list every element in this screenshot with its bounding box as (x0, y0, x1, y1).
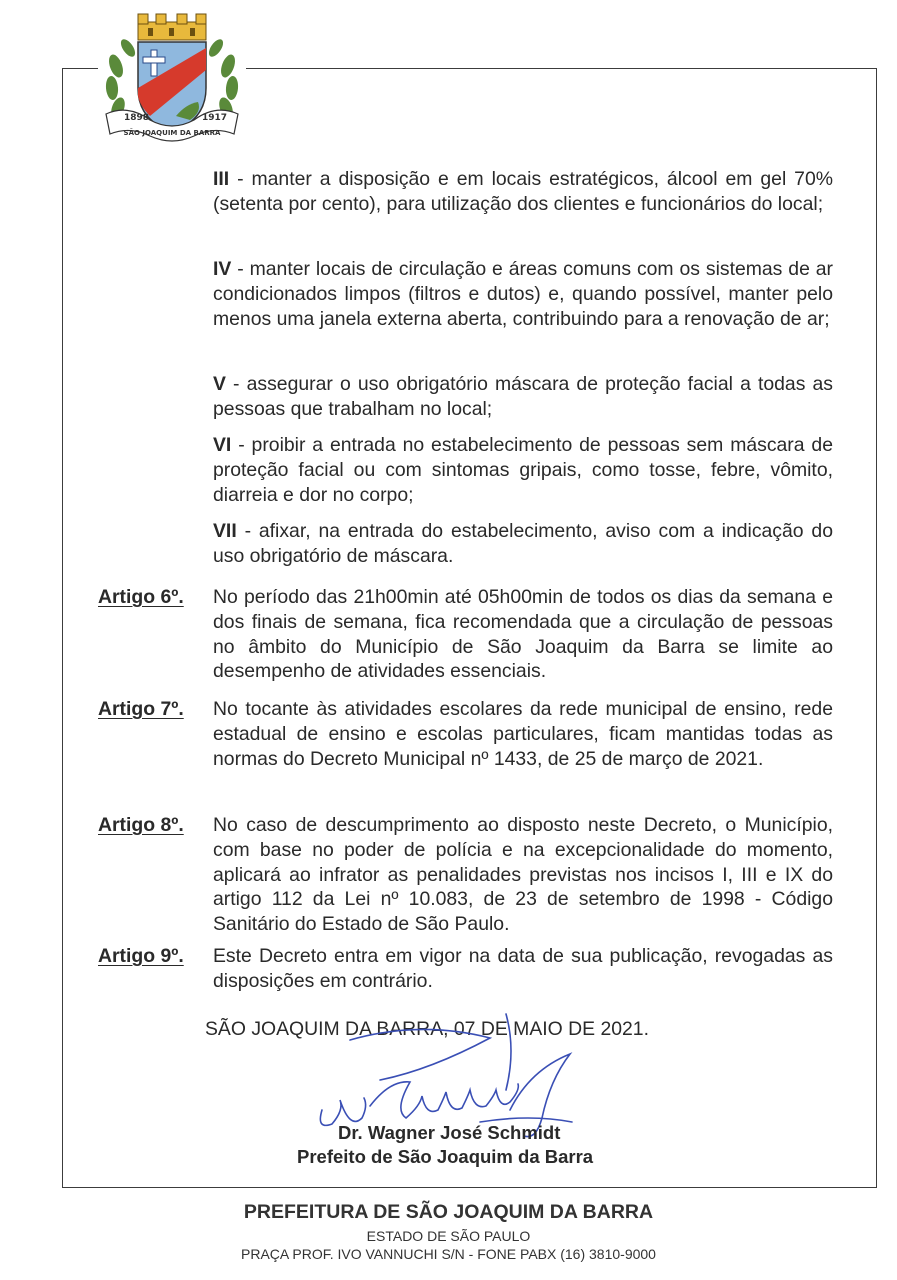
clause-text: - assegurar o uso obrigatório máscara de proteção facial a todas as pessoas que trabalham no local; (213, 373, 833, 420)
clause-numeral: III (213, 168, 230, 190)
clause-numeral: VII (213, 520, 237, 542)
coat-of-arms-icon (98, 8, 246, 152)
article-8-label: Artigo 8º. (98, 814, 184, 836)
clause-text: - proibir a entrada no estabelecimento de pessoas sem máscara de proteção facial ou com sintomas gripais, como tosse, febre, vômito, diarreia e dor no corpo; (213, 434, 833, 506)
clause-numeral: VI (213, 434, 232, 456)
article-7-label: Artigo 7º. (98, 698, 184, 720)
clause-text: - manter locais de circulação e áreas comuns com os sistemas de ar condicionados limpos (filtros e dutos) e, quando possível, manter pelo menos uma janela externa aberta, contribuindo para a renovação de ar; (213, 258, 833, 330)
municipal-crest (98, 8, 246, 152)
article-9-text: Este Decreto entra em vigor na data de sua publicação, revogadas as disposições em contrário. (213, 945, 833, 992)
article-7-text: No tocante às atividades escolares da rede municipal de ensino, rede estadual de ensino e escolas particulares, ficam mantidas todas as normas do Decreto Municipal nº 1433, de 25 de março de 2021. (213, 698, 833, 770)
clause-iv (213, 257, 833, 331)
clause-text: - manter a disposição e em locais estratégicos, álcool em gel 70% (setenta por cento), para utilização dos clientes e funcionários do local; (213, 168, 833, 215)
footer-address: PRAÇA PROF. IVO VANNUCHI S/N - FONE PABX (16) 3810-9000 (241, 1246, 656, 1262)
crest-year-left: 1898 (124, 113, 150, 123)
clause-vi (213, 433, 833, 507)
signer-name: Dr. Wagner José Schmidt (338, 1122, 561, 1143)
signer-title: Prefeito de São Joaquim da Barra (297, 1146, 594, 1167)
article-6-text: No período das 21h00min até 05h00min de todos os dias da semana e dos finais de semana, fica recomendada que a circulação de pessoas no âmbito do Município de São Joaquim da Barra se limite ao desempenho de atividades essenciais. (213, 586, 833, 683)
clause-text: - afixar, na entrada do estabelecimento, aviso com a indicação do uso obrigatório de máscara. (213, 520, 833, 567)
clause-iii (213, 167, 833, 217)
article-9-label: Artigo 9º. (98, 945, 184, 967)
dateline: SÃO JOAQUIM DA BARRA, 07 DE MAIO DE 2021. (205, 1018, 649, 1040)
clause-vii (213, 519, 833, 569)
crest-year-right: 1917 (202, 113, 228, 123)
crest-banner-text: SÃO JOAQUIM DA BARRA (123, 129, 221, 137)
footer-state: ESTADO DE SÃO PAULO (366, 1228, 531, 1244)
clause-numeral: IV (213, 258, 232, 280)
clause-numeral: V (213, 373, 226, 395)
article-8-text: No caso de descumprimento ao disposto neste Decreto, o Município, com base no poder de polícia e na excepcionalidade do momento, aplicará ao infrator as penalidades previstas nos incisos I, III e IX do artigo 112 da Lei nº 10.083, de 23 de setembro de 1998 - Código Sanitário do Estado de São Paulo. (213, 814, 833, 936)
clause-v (213, 372, 833, 422)
footer-institution-name: PREFEITURA DE SÃO JOAQUIM DA BARRA (243, 1201, 654, 1223)
article-6-label: Artigo 6º. (98, 586, 184, 608)
